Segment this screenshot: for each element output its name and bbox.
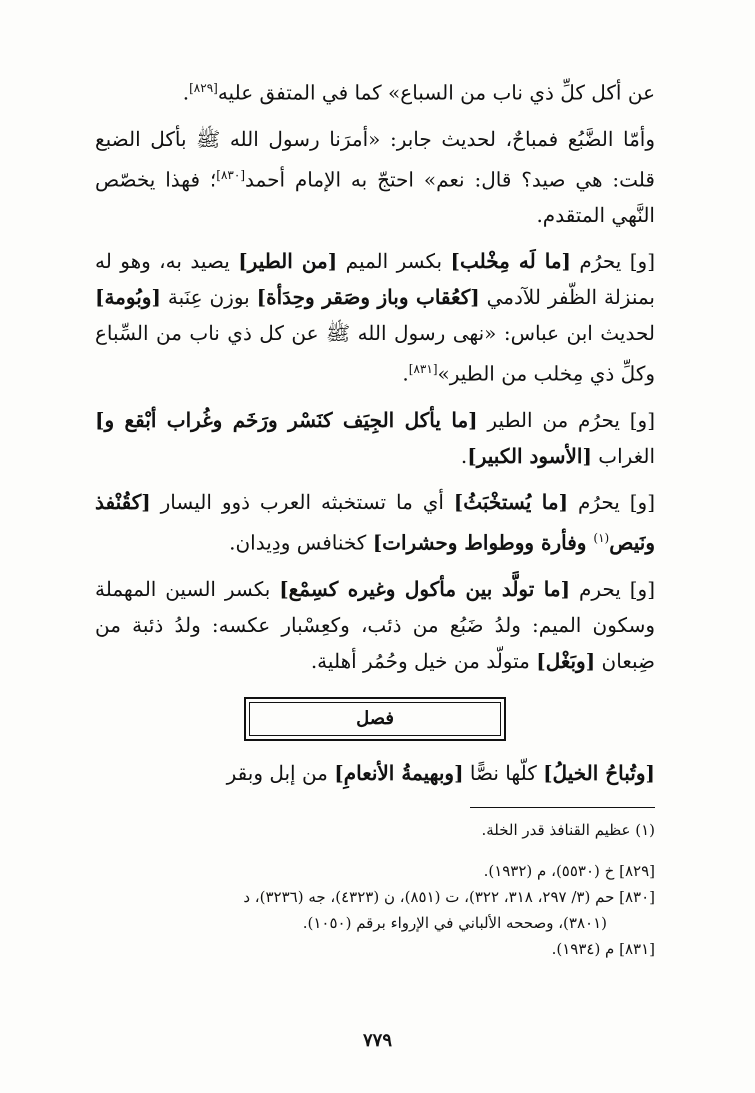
reference-marker: (١): [593, 530, 610, 545]
text-segment: [كعُقاب وباز وصَقر وحِدَأة]: [256, 285, 480, 310]
footnote: (١) عظيم القنافذ قدر الخلة.: [481, 820, 655, 839]
text-segment: عن أكل كلِّ ذي ناب من السباع» كما في المتفق عليه: [217, 80, 655, 105]
paragraph: [95, 484, 655, 561]
text-segment: الغراب: [591, 443, 655, 468]
text-segment: من إبل وبقر: [226, 760, 335, 785]
footnote-divider: [470, 807, 655, 808]
text-segment: [ما تولَّد بين مأكول وغيره كسِمْع]: [279, 576, 571, 601]
reference-line: (٣٨٠١)، وصححه الألباني في الإرواء برقم (١٠٥٠).: [302, 913, 607, 932]
text-segment: [الأسود الكبير]: [467, 443, 592, 468]
paragraph: [95, 571, 655, 679]
text-segment: ؛ فهذا يخصّص النَّهي المتقدم.: [95, 167, 655, 228]
text-segment: وفأرة ووطواط وحشرات]: [372, 530, 594, 555]
text-segment: كخنافس ودِيدان.: [229, 530, 373, 555]
reference-marker: [٨٣٠]: [216, 167, 246, 182]
text-segment: [وبُومة]: [95, 285, 161, 310]
text-segment: بوزن عِنَبة: [160, 285, 257, 310]
reference-line: [٨٢٩] خ (٥٥٣٠)، م (١٩٣٢).: [483, 861, 655, 880]
text-segment: يصيد به، وهو له بمنزلة الظّفر للآدمي: [95, 249, 655, 310]
text-segment: بكسر الميم: [337, 249, 451, 274]
paragraph: [95, 70, 655, 111]
text-segment: [و] يحرم: [570, 576, 656, 601]
text-segment: أي ما تستخبثه العرب ذوو اليسار: [150, 489, 454, 514]
paragraph: [95, 755, 655, 791]
text-segment: [ما لَه مِخْلب]: [450, 249, 572, 274]
paragraph: [95, 402, 655, 474]
reference-line: [٨٣٠] حم (٣/ ٢٩٧، ٣١٨، ٣٢٢)، ت (٨٥١)، ن (٤٣٢٣)، جه (٣٢٣٦)، د: [243, 887, 655, 906]
text-segment: لحديث ابن عباس: «نهى رسول الله ﷺ عن كل ذي ناب من السِّباع وكلِّ ذي مِخلب من الطير»: [95, 321, 655, 386]
paragraph: [95, 121, 655, 234]
section-heading-wrap: [95, 697, 655, 741]
text-segment: [كقُنْفذ ونَيص: [95, 489, 655, 555]
text-segment: [من الطير]: [238, 249, 338, 274]
text-segment: متولّد من خيل وحُمُر أهلية.: [310, 648, 537, 673]
text-segment: [و] يحرُم من الطير: [477, 407, 655, 432]
main-text: [95, 70, 655, 679]
text-segment: [وتُباحُ الخيلُ]: [543, 760, 655, 785]
section-heading-frame: [244, 697, 506, 741]
text-segment: .: [402, 361, 409, 386]
text-segment: [ما يأكل الجِيَف كنَسْر ورَخَم وغُراب أبْقع و]: [95, 407, 478, 432]
text-segment: .: [182, 80, 190, 105]
page-number: ٧٧٩: [362, 1030, 392, 1051]
text-segment: [ما يُستخْبَثُ]: [453, 489, 569, 514]
text-segment: كلّها نصًّا: [463, 760, 544, 785]
text-segment: بكسر السين المهملة وسكون الميم: ولدُ ضَبُع من ذئب، وكعِسْبار عكسه: ولدُ ذئبة من ضِبعان: [95, 576, 655, 673]
text-segment: [و] يحرُم: [568, 489, 655, 514]
paragraph: [95, 243, 655, 392]
section-heading: فصل: [249, 702, 501, 736]
text-segment: [وبَغْل]: [536, 648, 596, 673]
final-paragraph: [95, 755, 655, 791]
reference-marker: [٨٢٩]: [189, 81, 218, 95]
text-segment: [و] يحرُم: [571, 249, 656, 274]
reference-line: [٨٣١] م (١٩٣٤).: [551, 939, 655, 958]
text-segment: .: [460, 443, 468, 468]
text-segment: وأمّا الضَّبُع فمباحٌ، لحديث جابر: «أمرَنا رسول الله ﷺ بأكل الضبع قلت: هي صيد؟ قال: نعم» احتجّ به الإمام أحمد: [95, 126, 655, 192]
text-segment: [وبهيمةُ الأنعامِ]: [334, 760, 464, 785]
reference-marker: [٨٣١]: [408, 362, 438, 377]
page-body: [95, 70, 655, 962]
references: [95, 858, 655, 962]
